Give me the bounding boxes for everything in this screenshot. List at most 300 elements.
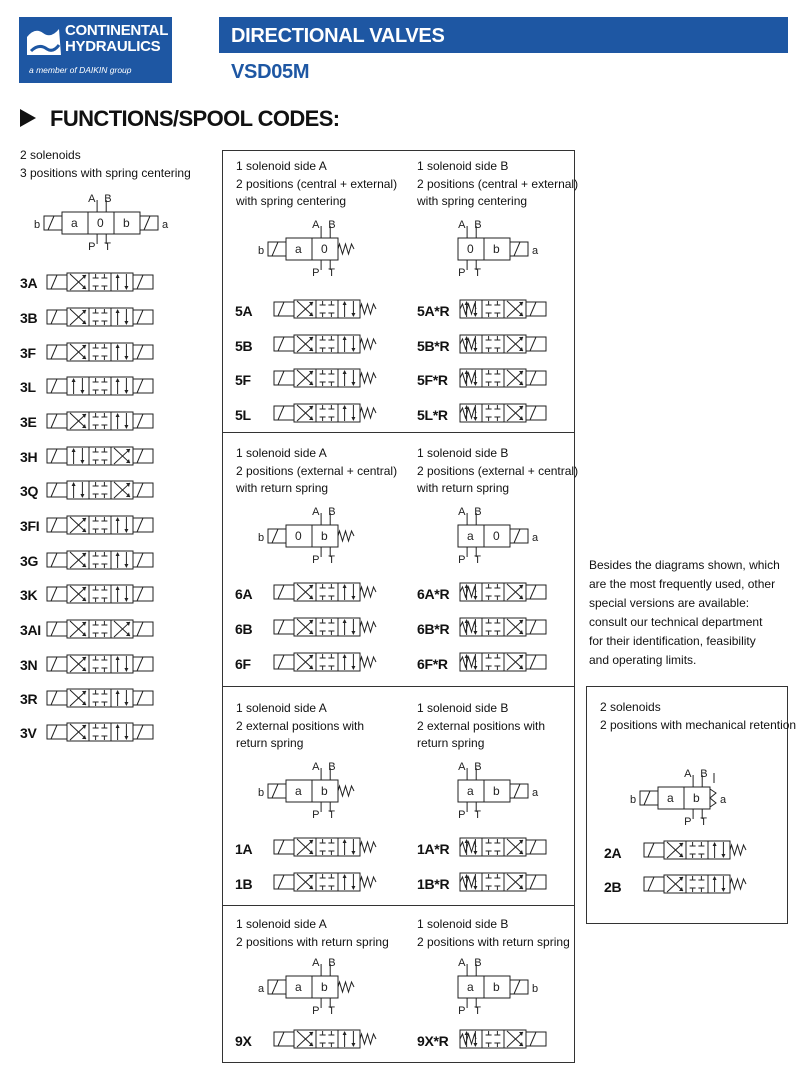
symbol-label: B [700, 768, 708, 780]
solenoid-label: b [258, 787, 265, 799]
valve-cell [482, 583, 504, 601]
spring-icon [360, 622, 376, 632]
spool-code: 9X [235, 1033, 252, 1049]
spring-icon [338, 982, 354, 992]
spring-icon [460, 304, 476, 314]
cell-label: 0 [295, 529, 302, 543]
symbol-label: T [474, 554, 481, 565]
symbol-label: T [328, 809, 335, 820]
solenoid-label: b [258, 532, 265, 544]
solenoid-icon [274, 620, 294, 634]
desc-line: return spring [236, 736, 304, 750]
spool-code: 1B [235, 876, 253, 892]
spool-code: 6B*R [417, 621, 450, 637]
spring-icon [460, 842, 476, 852]
spool-code: 5F*R [417, 372, 448, 388]
page-title: DIRECTIONAL VALVES [231, 25, 445, 47]
desc-line: 1 solenoid side A [236, 446, 327, 460]
valve-cell [89, 620, 111, 638]
spool-code: 6F*R [417, 656, 448, 672]
symbol-label: A [458, 219, 466, 231]
schematic-symbol [450, 216, 620, 278]
solenoid-icon [47, 414, 67, 428]
spool-code: 3FI [20, 518, 40, 534]
cell-label: b [493, 784, 500, 798]
spool-symbol [458, 870, 608, 894]
valve-cell [482, 300, 504, 318]
valve-cell [482, 404, 504, 422]
solenoid-icon [133, 657, 153, 671]
valve-cell [338, 618, 360, 636]
solenoid-label: a [532, 245, 539, 257]
valve-cell [338, 404, 360, 422]
solenoid-icon [526, 620, 546, 634]
model-code: VSD05M [231, 61, 310, 83]
symbol-label: P [458, 809, 466, 820]
cell-label: a [467, 980, 474, 994]
solenoid-icon [133, 622, 153, 636]
valve-cell [316, 335, 338, 353]
solenoid-icon [274, 302, 294, 316]
valve-cell [338, 838, 360, 856]
solenoid-icon [133, 449, 153, 463]
note-line: are the most frequently used, other [589, 577, 776, 591]
solenoid-icon [526, 337, 546, 351]
symbol-label: B [474, 761, 482, 773]
cell-label: 0 [321, 242, 328, 256]
spool-symbol [642, 872, 792, 896]
schematic-symbol [34, 190, 204, 252]
spool-symbol [45, 513, 195, 537]
valve-cell [460, 404, 482, 422]
symbol-label: T [474, 1005, 481, 1016]
symbol-label: T [328, 554, 335, 565]
solenoid-icon [526, 655, 546, 669]
valve-cell [460, 653, 482, 671]
spring-icon [460, 339, 476, 349]
symbol-label: T [700, 816, 707, 827]
spool-code: 6B [235, 621, 253, 637]
brand-line2: HYDRAULICS [65, 38, 161, 55]
spool-symbol [45, 374, 195, 398]
valve-cell [338, 300, 360, 318]
spool-code: 5L*R [417, 406, 448, 423]
spool-symbol [45, 617, 195, 641]
spool-symbol [458, 650, 608, 674]
valve-cell [460, 300, 482, 318]
divider [222, 905, 575, 906]
desc-line: with return spring [417, 481, 510, 495]
valve-cell [482, 335, 504, 353]
spool-code: 3L [20, 379, 36, 395]
note-line: Besides the diagrams shown, which [589, 558, 780, 572]
symbol-label: T [328, 267, 335, 278]
solenoid-label: b [34, 219, 41, 231]
symbol-label: P [458, 554, 466, 565]
solenoid-icon [526, 840, 546, 854]
cell-label: b [693, 791, 700, 805]
schematic-symbol [450, 503, 620, 565]
desc-line: 2 positions with return spring [417, 934, 570, 949]
desc-line: 2 solenoids [20, 148, 81, 162]
divider [222, 686, 575, 687]
solenoid-icon [274, 840, 294, 854]
desc-line: 3 positions with spring centering [20, 165, 191, 180]
cell-label: b [321, 529, 328, 543]
valve-cell [482, 653, 504, 671]
valve-cell [67, 481, 89, 499]
solenoid-label: a [532, 532, 539, 544]
cell-label: b [321, 784, 328, 798]
note-text [589, 556, 780, 670]
symbol-label: A [458, 506, 466, 518]
desc-line: 2 positions (central + external) [417, 176, 579, 191]
symbol-label: A [88, 193, 96, 205]
solenoid-label: a [258, 983, 265, 995]
valve-cell [111, 723, 133, 741]
solenoid-icon [644, 877, 664, 891]
valve-cell [338, 1030, 360, 1048]
symbol-label: P [458, 267, 466, 278]
spool-symbol [45, 548, 195, 572]
desc-line: 2 external positions with [236, 718, 365, 733]
valve-cell [316, 369, 338, 387]
solenoid-icon [133, 379, 153, 393]
valve-cell [67, 447, 89, 465]
solenoid-icon [274, 585, 294, 599]
triangle-arrow-icon [20, 109, 36, 127]
spring-icon [360, 408, 376, 418]
valve-cell [89, 655, 111, 673]
solenoid-label: b [258, 245, 265, 257]
spool-code: 1B*R [417, 876, 450, 892]
spool-code: 3B [20, 310, 38, 326]
symbol-label: T [104, 241, 111, 252]
cell-label: a [667, 791, 674, 805]
symbol-label: B [474, 219, 482, 231]
spool-code: 3Q [20, 483, 39, 499]
schematic-symbol [258, 758, 428, 820]
symbol-label: P [88, 241, 96, 252]
solenoid-icon [47, 518, 67, 532]
symbol-label: T [474, 809, 481, 820]
valve-cell [460, 873, 482, 891]
desc-line: with return spring [236, 481, 329, 495]
valve-cell [708, 875, 730, 893]
valve-cell [89, 308, 111, 326]
solenoid-icon [47, 622, 67, 636]
desc-line: 2 solenoids [600, 700, 661, 714]
spring-icon [360, 877, 376, 887]
spool-code: 5F [235, 372, 251, 388]
desc-line: return spring [417, 736, 485, 750]
solenoid-icon [133, 725, 153, 739]
solenoid-label: b [532, 983, 539, 995]
spring-icon [338, 786, 354, 796]
schematic-symbol [630, 765, 800, 827]
valve-cell [316, 653, 338, 671]
valve-cell [316, 618, 338, 636]
valve-cell [111, 689, 133, 707]
spool-symbol [45, 340, 195, 364]
spool-code: 3K [20, 587, 38, 603]
spool-symbol [272, 615, 422, 639]
valve-cell [460, 838, 482, 856]
symbol-label: B [328, 761, 336, 773]
desc-line: 1 solenoid side B [417, 701, 509, 715]
symbol-label: B [328, 957, 336, 969]
valve-cell [482, 1030, 504, 1048]
solenoid-icon [47, 691, 67, 705]
desc-line: 2 positions (external + central) [236, 463, 398, 478]
solenoid-label: a [162, 219, 169, 231]
spool-code: 6A [235, 586, 253, 602]
cell-label: a [295, 784, 302, 798]
solenoid-icon [47, 345, 67, 359]
spring-icon [730, 845, 746, 855]
spool-code: 3A [20, 275, 38, 291]
spool-symbol [272, 870, 422, 894]
valve-cell [89, 412, 111, 430]
valve-cell [111, 412, 133, 430]
spool-symbol [458, 1027, 608, 1051]
spool-symbol [272, 835, 422, 859]
solenoid-icon [274, 875, 294, 889]
spool-symbol [45, 270, 195, 294]
spool-symbol [458, 580, 608, 604]
symbol-label: P [458, 1005, 466, 1016]
spool-symbol [272, 1027, 422, 1051]
valve-cell [338, 335, 360, 353]
valve-cell [89, 585, 111, 603]
cell-label: a [295, 242, 302, 256]
solenoid-icon [644, 843, 664, 857]
valve-cell [316, 300, 338, 318]
spring-icon [360, 587, 376, 597]
valve-cell [89, 551, 111, 569]
valve-cell [89, 723, 111, 741]
valve-cell [316, 873, 338, 891]
spring-icon [460, 408, 476, 418]
valve-cell [708, 841, 730, 859]
spring-icon [460, 877, 476, 887]
desc-line: with spring centering [417, 194, 528, 208]
solenoid-icon [133, 275, 153, 289]
spool-code: 1A [235, 841, 253, 857]
solenoid-icon [133, 483, 153, 497]
spool-symbol [458, 401, 608, 425]
cell-label: b [321, 980, 328, 994]
symbol-label: A [458, 957, 466, 969]
header-bar [219, 17, 788, 53]
symbol-label: B [328, 219, 336, 231]
spring-icon [360, 842, 376, 852]
spool-code: 2A [604, 845, 622, 861]
solenoid-icon [47, 310, 67, 324]
valve-cell [338, 583, 360, 601]
solenoid-icon [526, 406, 546, 420]
spool-code: 6A*R [417, 586, 450, 602]
valve-cell [686, 875, 708, 893]
symbol-label: A [458, 761, 466, 773]
valve-cell [338, 653, 360, 671]
spool-symbol [272, 401, 422, 425]
cell-label: b [123, 216, 130, 230]
box5-description [600, 699, 796, 734]
symbol-label: P [312, 1005, 320, 1016]
symbol-label: A [684, 768, 692, 780]
spring-icon [360, 304, 376, 314]
spool-symbol [45, 652, 195, 676]
spool-symbol [458, 835, 608, 859]
schematic-symbol [258, 216, 428, 278]
solenoid-icon [274, 655, 294, 669]
brand-line1: CONTINENTAL [65, 22, 169, 39]
solenoid-icon [47, 483, 67, 497]
spool-code: 3AI [20, 622, 41, 638]
valve-cell [338, 369, 360, 387]
spool-symbol [458, 332, 608, 356]
spool-code: 5B*R [417, 337, 450, 354]
spool-symbol [45, 409, 195, 433]
spool-symbol [45, 444, 195, 468]
valve-cell [89, 689, 111, 707]
desc-line: 1 solenoid side B [417, 446, 509, 460]
valve-cell [111, 551, 133, 569]
valve-cell [482, 618, 504, 636]
valve-cell [316, 1030, 338, 1048]
note-line: for their identification, feasibility [589, 634, 756, 648]
desc-line: 2 positions with mechanical retention [600, 717, 797, 732]
solenoid-icon [526, 875, 546, 889]
solenoid-icon [47, 725, 67, 739]
cell-label: b [493, 242, 500, 256]
solenoid-icon [274, 406, 294, 420]
spool-code: 3G [20, 553, 39, 569]
valve-cell [89, 481, 111, 499]
spring-icon [360, 657, 376, 667]
spring-icon [730, 879, 746, 889]
symbol-label: A [312, 219, 320, 231]
spring-icon [460, 373, 476, 383]
solenoid-icon [526, 585, 546, 599]
valve-cell [482, 838, 504, 856]
cell-label: a [467, 529, 474, 543]
symbol-label: P [312, 554, 320, 565]
spool-code: 3E [20, 414, 37, 430]
spool-code: 3V [20, 725, 37, 741]
divider [222, 432, 575, 433]
col1-description [20, 147, 191, 182]
spool-symbol [272, 650, 422, 674]
spool-code: 2B [604, 879, 622, 895]
desc-line: 1 solenoid side B [417, 159, 509, 173]
valve-cell [111, 308, 133, 326]
desc-line: 1 solenoid side A [236, 159, 327, 173]
symbol-label: A [312, 506, 320, 518]
symbol-label: P [312, 267, 320, 278]
note-line: consult our technical department [589, 615, 763, 629]
solenoid-icon [133, 587, 153, 601]
cell-label: 0 [97, 216, 104, 230]
spring-icon [360, 339, 376, 349]
desc-line: 1 solenoid side B [417, 917, 509, 931]
spool-code: 3R [20, 691, 38, 707]
spring-icon [338, 244, 354, 254]
solenoid-icon [47, 379, 67, 393]
spring-icon [360, 373, 376, 383]
spool-symbol [45, 686, 195, 710]
spring-icon [460, 1034, 476, 1044]
valve-cell [111, 377, 133, 395]
valve-cell [316, 583, 338, 601]
spool-symbol [45, 582, 195, 606]
spring-icon [338, 531, 354, 541]
spool-code: 9X*R [417, 1033, 449, 1049]
solenoid-icon [47, 587, 67, 601]
note-line: special versions are available: [589, 596, 750, 610]
cell-label: 0 [467, 242, 474, 256]
spool-symbol [272, 580, 422, 604]
spool-symbol [458, 615, 608, 639]
solenoid-label: b [630, 794, 637, 806]
spool-symbol [45, 305, 195, 329]
spool-code: 5B [235, 337, 253, 354]
valve-cell [460, 618, 482, 636]
symbol-label: P [312, 809, 320, 820]
solenoid-icon [274, 1032, 294, 1046]
valve-cell [316, 838, 338, 856]
spool-symbol [458, 297, 608, 321]
desc-line: 1 solenoid side A [236, 917, 327, 931]
valve-cell [460, 583, 482, 601]
spring-icon [460, 587, 476, 597]
valve-cell [89, 516, 111, 534]
spool-symbol [642, 838, 792, 862]
spool-symbol [272, 366, 422, 390]
solenoid-icon [526, 302, 546, 316]
valve-cell [482, 873, 504, 891]
spool-code: 5A*R [417, 303, 450, 319]
solenoid-icon [133, 553, 153, 567]
solenoid-icon [133, 345, 153, 359]
solenoid-label: a [532, 787, 539, 799]
cell-label: a [71, 216, 78, 230]
valve-cell [89, 447, 111, 465]
desc-line: 2 positions (central + external) [236, 176, 398, 191]
valve-cell [111, 273, 133, 291]
cell-label: a [295, 980, 302, 994]
valve-cell [482, 369, 504, 387]
spool-code: 3F [20, 345, 36, 361]
section-title-text: FUNCTIONS/SPOOL CODES: [50, 106, 340, 131]
solenoid-icon [274, 337, 294, 351]
solenoid-icon [133, 518, 153, 532]
spool-code: 5L [235, 406, 251, 423]
solenoid-icon [274, 371, 294, 385]
valve-cell [460, 369, 482, 387]
spool-code: 6F [235, 656, 251, 672]
brand-logo [19, 17, 172, 83]
desc-line: with spring centering [236, 194, 347, 208]
solenoid-icon [47, 657, 67, 671]
desc-line: 2 external positions with [417, 718, 546, 733]
solenoid-icon [526, 371, 546, 385]
valve-cell [338, 873, 360, 891]
brand-tagline: a member of DAIKIN group [29, 65, 132, 75]
valve-cell [460, 1030, 482, 1048]
spool-symbol [272, 297, 422, 321]
